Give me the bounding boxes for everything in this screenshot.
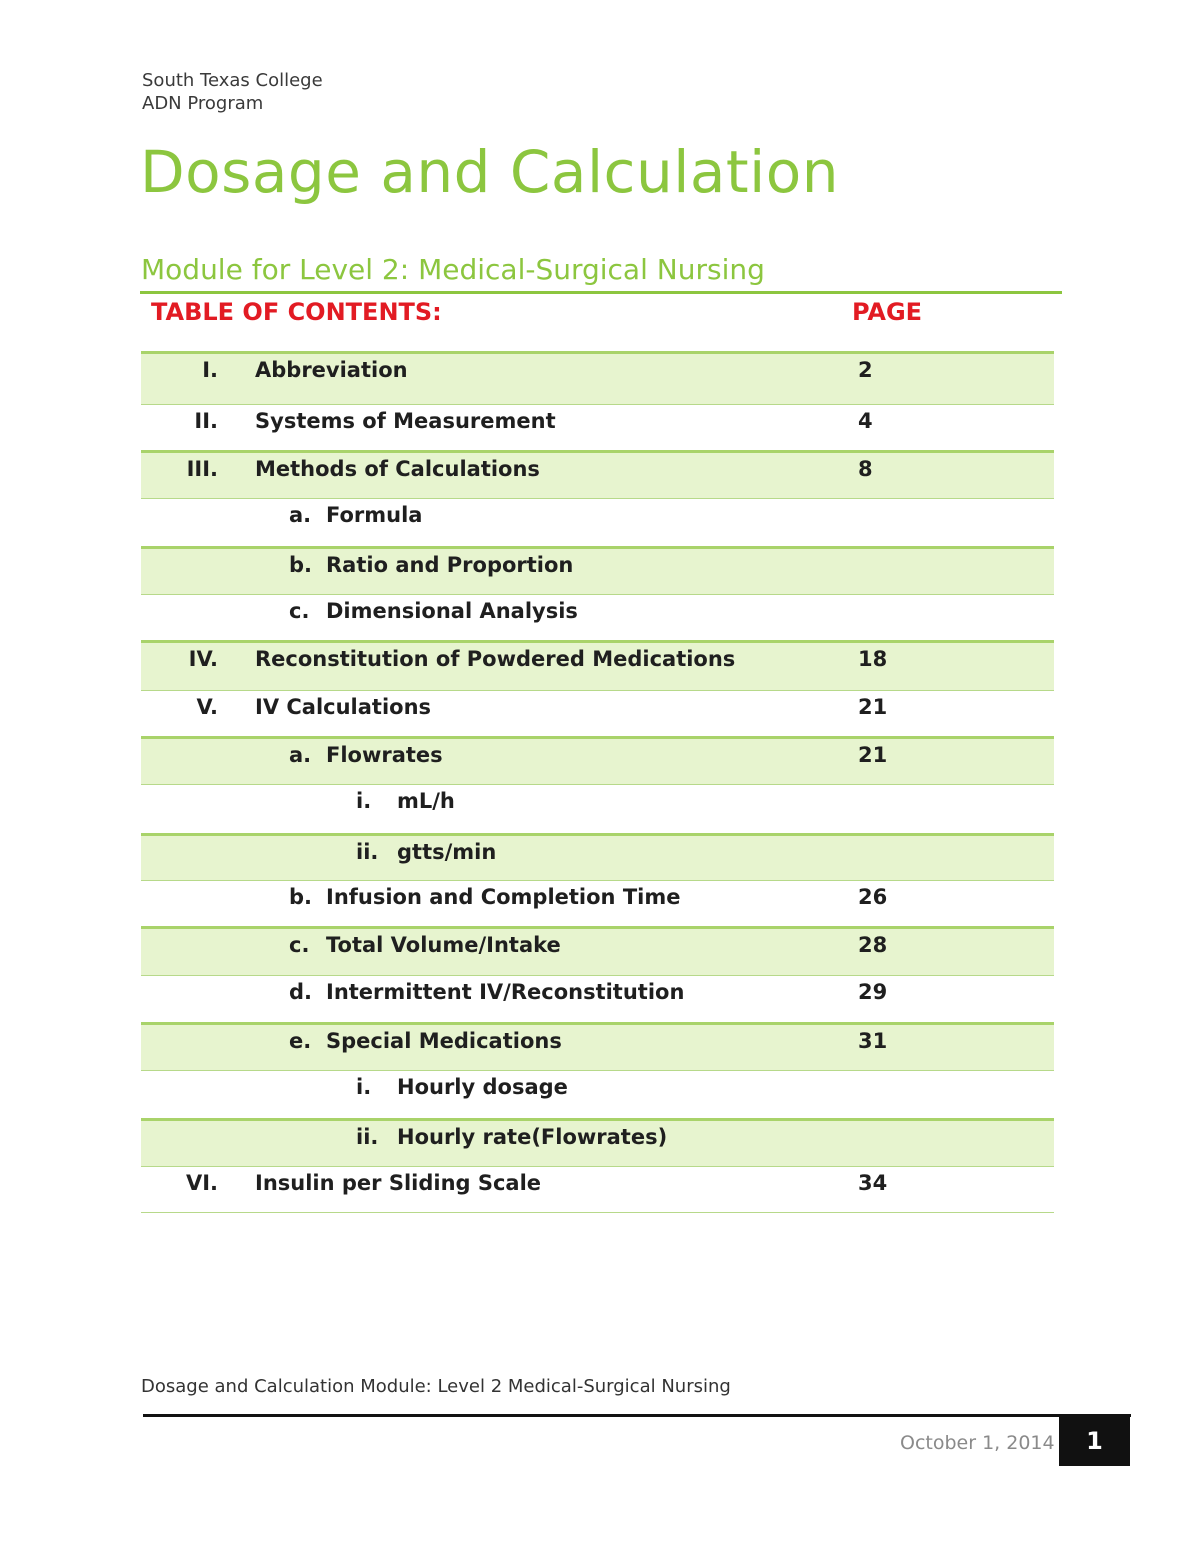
toc-row-label: Total Volume/Intake [326,933,561,957]
toc-row-number: i. [356,789,372,813]
toc-row-label: Infusion and Completion Time [326,885,681,909]
toc-row-label: Systems of Measurement [255,409,556,433]
toc-row-number: i. [356,1075,372,1099]
toc-row-number: V. [196,695,218,719]
toc-row [141,498,1054,546]
toc-row-label: Hourly dosage [397,1075,568,1099]
toc-row [141,640,1054,690]
toc-row-page: 8 [858,457,873,481]
footer-divider [143,1414,1131,1417]
toc-row [141,1070,1054,1118]
toc-row-number: III. [186,457,218,481]
toc-row-page: 18 [858,647,888,671]
toc-page-heading: PAGE [852,298,923,326]
toc-row [141,833,1054,880]
toc-row-label: Formula [326,503,423,527]
toc-row-number: c. [289,599,310,623]
toc-row-number: c. [289,933,310,957]
toc-row [141,404,1054,450]
footer-running-title: Dosage and Calculation Module: Level 2 Medical-Surgical Nursing [141,1376,731,1397]
toc-row-label: Reconstitution of Powdered Medications [255,647,736,671]
footer-date: October 1, 2014 [900,1432,1055,1454]
toc-row-number: II. [194,409,218,433]
toc-row-label: Abbreviation [255,358,408,382]
toc-row-number: b. [289,885,313,909]
toc-row-page: 21 [858,695,888,719]
toc-row-page: 31 [858,1029,888,1053]
toc-bottom-rule [141,1212,1054,1213]
toc-row-page: 4 [858,409,873,433]
toc-row-number: VI. [185,1171,218,1195]
toc-row-label: gtts/min [397,840,497,864]
page-number-box [1059,1416,1130,1466]
toc-row-number: I. [202,358,218,382]
program-name: ADN Program [142,93,264,114]
toc-row-number: a. [289,743,312,767]
toc-row-page: 26 [858,885,888,909]
toc-row-number: b. [289,553,313,577]
toc-row-number: ii. [356,840,379,864]
toc-row [141,736,1054,784]
toc-row [141,1022,1054,1070]
institution-name: South Texas College [142,70,323,91]
toc-row-label: Methods of Calculations [255,457,540,481]
toc-row-label: Special Medications [326,1029,562,1053]
document-title: Dosage and Calculation [140,138,839,206]
toc-row-label: Flowrates [326,743,443,767]
page-number: 1 [1086,1427,1103,1455]
toc-row [141,351,1054,404]
toc-row-number: e. [289,1029,312,1053]
toc-row-label: Insulin per Sliding Scale [255,1171,542,1195]
toc-row-label: IV Calculations [255,695,432,719]
toc-row-page: 21 [858,743,888,767]
toc-row-label: Hourly rate(Flowrates) [397,1125,668,1149]
toc-row-number: a. [289,503,312,527]
toc-row [141,1118,1054,1166]
toc-row-page: 29 [858,980,888,1004]
toc-row [141,1166,1054,1212]
toc-row [141,975,1054,1022]
toc-row-number: IV. [188,647,218,671]
toc-row-number: d. [289,980,313,1004]
toc-row [141,690,1054,736]
toc-row [141,450,1054,498]
toc-row-number: ii. [356,1125,379,1149]
toc-row-page: 34 [858,1171,888,1195]
toc-row [141,546,1054,594]
toc-row [141,926,1054,975]
toc-heading: TABLE OF CONTENTS: [151,298,442,326]
toc-row-label: Intermittent IV/Reconstitution [326,980,685,1004]
toc-row-label: Ratio and Proportion [326,553,574,577]
subtitle-divider [140,291,1062,294]
toc-row-label: mL/h [397,789,455,813]
toc-row [141,784,1054,833]
document-subtitle: Module for Level 2: Medical-Surgical Nursing [141,253,765,286]
toc-row-page: 2 [858,358,873,382]
toc-row-label: Dimensional Analysis [326,599,578,623]
toc-row-page: 28 [858,933,888,957]
toc-row [141,594,1054,640]
toc-row [141,880,1054,926]
